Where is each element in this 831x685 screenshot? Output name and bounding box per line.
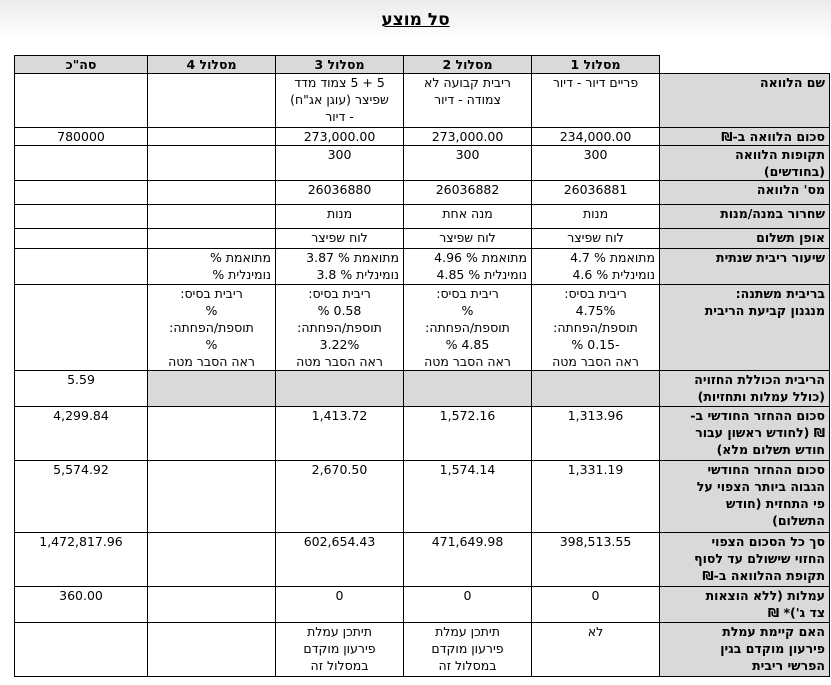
- cell-loan-name-total: [15, 74, 148, 128]
- label-max-payment: [660, 461, 830, 533]
- label-amount: סכום הלוואה ב-₪: [660, 128, 830, 146]
- row-total-repay: [15, 533, 830, 587]
- cell-fees-r1: 0: [532, 587, 660, 623]
- header-total: סה"כ: [15, 56, 148, 74]
- cell-variable-r3: [276, 285, 404, 371]
- cell-payment-r3: לוח שפיצר: [276, 229, 404, 249]
- text-line: 0.58 %: [317, 303, 362, 318]
- cell-variable-r1: [532, 285, 660, 371]
- cell-total-repay-total: 1,472,817.96: [15, 533, 148, 587]
- text-line: נומינלית % 4.6: [572, 267, 655, 282]
- text-line: נומינלית % 3.8: [316, 267, 399, 282]
- label-overall-rate: [660, 371, 830, 407]
- row-interest-rate: [15, 249, 830, 285]
- cell-period-r1: 300: [532, 146, 660, 181]
- text-line: נומינלית % 4.85: [436, 267, 527, 282]
- cell-amount-r1: 234,000.00: [532, 128, 660, 146]
- header-route3: מסלול 3: [276, 56, 404, 74]
- cell-first-payment-r3: 1,413.72: [276, 407, 404, 461]
- cell-first-payment-r4: [148, 407, 276, 461]
- cell-total-repay-r2: 471,649.98: [404, 533, 532, 587]
- cell-fees-r3: 0: [276, 587, 404, 623]
- cell-overall-rate-r4: [148, 371, 276, 407]
- text-line: סכום ההחזר החודשי: [707, 462, 825, 477]
- text-line: חודש תשלום מלא): [716, 442, 825, 457]
- cell-release-r4: [148, 205, 276, 229]
- cell-prepay-r2: [404, 623, 532, 677]
- cell-overall-rate-total: 5.59: [15, 371, 148, 407]
- row-loan-name: [15, 74, 830, 128]
- text-line: האם קיימת עמלת: [722, 624, 825, 639]
- cell-overall-rate-r1: [532, 371, 660, 407]
- label-first-payment: [660, 407, 830, 461]
- cell-period-total: [15, 146, 148, 181]
- text-line: מתואמת % 4.96: [434, 250, 527, 265]
- cell-fees-r2: 0: [404, 587, 532, 623]
- text-line: ראה הסבר מטה: [296, 354, 383, 369]
- cell-rate-r3: [276, 249, 404, 285]
- cell-loan-name-r1: [532, 74, 660, 128]
- row-period: [15, 146, 830, 181]
- row-variable-rate: [15, 285, 830, 371]
- text-line: תוספת/הפחתה:: [425, 320, 510, 335]
- text-line: נומינלית %: [212, 267, 271, 282]
- text-line: תיתכן עמלת: [435, 624, 500, 639]
- text-line: הפרשי ריבית: [752, 658, 825, 673]
- label-period: [660, 146, 830, 181]
- cell-payment-r1: לוח שפיצר: [532, 229, 660, 249]
- text-line: עמלות (ללא הוצאות: [705, 588, 825, 603]
- label-prepayment: [660, 623, 830, 677]
- cell-loan-name-r4: [148, 74, 276, 128]
- cell-period-r2: 300: [404, 146, 532, 181]
- text-line: החזוי שישולם עד לסוף: [694, 551, 825, 566]
- text-line: בריבית משתנה:: [735, 286, 825, 301]
- cell-max-payment-total: 5,574.92: [15, 461, 148, 533]
- cell-release-r2: מנה אחת: [404, 205, 532, 229]
- cell-amount-r4: [148, 128, 276, 146]
- cell-period-r3: 300: [276, 146, 404, 181]
- label-fees: [660, 587, 830, 623]
- cell-loan-number-r2: 26036882: [404, 181, 532, 205]
- cell-variable-r2: [404, 285, 532, 371]
- label-total-repay: [660, 533, 830, 587]
- label-interest-rate: שיעור ריבית שנתית: [660, 249, 830, 285]
- cell-max-payment-r2: 1,574.14: [404, 461, 532, 533]
- text-line: (כולל עמלות ותחזיות): [697, 389, 825, 404]
- text-line: פירעון מוקדם: [431, 641, 504, 656]
- label-variable-rate: [660, 285, 830, 371]
- row-payment-method: [15, 229, 830, 249]
- header-corner: [660, 56, 830, 74]
- text-line: תוספת/הפחתה:: [553, 320, 638, 335]
- text-line: תקופת ההלוואה ב-₪: [702, 568, 825, 583]
- cell-first-payment-total: 4,299.84: [15, 407, 148, 461]
- text-line: הגבוה ביותר הצפוי על: [696, 479, 825, 494]
- cell-period-r4: [148, 146, 276, 181]
- label-loan-number: מס' הלוואה: [660, 181, 830, 205]
- text-line: פריים דיור - דיור: [552, 75, 639, 90]
- header-route4: מסלול 4: [148, 56, 276, 74]
- row-loan-number: [15, 181, 830, 205]
- text-line: תיתכן עמלת: [307, 624, 372, 639]
- text-line: 5 + 5 צמוד מדד: [294, 75, 385, 90]
- text-line: מנגנון קביעת הריבית: [704, 303, 825, 318]
- text-line: במסלול זה: [438, 658, 497, 673]
- cell-fees-total: 360.00: [15, 587, 148, 623]
- cell-prepay-r4: [148, 623, 276, 677]
- header-route2: מסלול 2: [404, 56, 532, 74]
- row-first-payment: [15, 407, 830, 461]
- row-release: [15, 205, 830, 229]
- text-line: %: [461, 303, 474, 318]
- cell-release-total: [15, 205, 148, 229]
- label-payment-method: אופן תשלום: [660, 229, 830, 249]
- cell-max-payment-r4: [148, 461, 276, 533]
- row-overall-rate: [15, 371, 830, 407]
- cell-payment-r4: [148, 229, 276, 249]
- text-line: שפיצר (עוגן אג"ח): [290, 92, 389, 107]
- text-line: פירעון מוקדם: [303, 641, 376, 656]
- text-line: מתואמת % 4.7: [570, 250, 655, 265]
- cell-first-payment-r1: 1,313.96: [532, 407, 660, 461]
- text-line: 4.75%: [575, 303, 616, 318]
- header-route1: מסלול 1: [532, 56, 660, 74]
- row-max-payment: [15, 461, 830, 533]
- cell-prepay-r1: [532, 623, 660, 677]
- text-line: תוספת/הפחתה:: [169, 320, 254, 335]
- cell-loan-name-r2: [404, 74, 532, 128]
- row-amount: [15, 128, 830, 146]
- text-line: ריבית בסיס:: [308, 286, 371, 301]
- text-line: ריבית בסיס:: [564, 286, 627, 301]
- text-line: ₪ (לחודש ראשון עבור: [695, 425, 825, 440]
- cell-variable-total: [15, 285, 148, 371]
- label-loan-name: שם הלוואה: [660, 74, 830, 128]
- text-line: %: [205, 337, 218, 352]
- text-line: תוספת/הפחתה:: [297, 320, 382, 335]
- text-line: %: [205, 303, 218, 318]
- cell-overall-rate-r3: [276, 371, 404, 407]
- cell-amount-r2: 273,000.00: [404, 128, 532, 146]
- cell-first-payment-r2: 1,572.16: [404, 407, 532, 461]
- cell-loan-number-r3: 26036880: [276, 181, 404, 205]
- cell-rate-total: [15, 249, 148, 285]
- text-line: 3.22%: [319, 337, 360, 352]
- row-fees: [15, 587, 830, 623]
- cell-max-payment-r1: 1,331.19: [532, 461, 660, 533]
- text-line: ראה הסבר מטה: [168, 354, 255, 369]
- cell-payment-total: [15, 229, 148, 249]
- text-line: מתואמת %: [209, 250, 271, 265]
- cell-loan-number-total: [15, 181, 148, 205]
- cell-overall-rate-r2: [404, 371, 532, 407]
- text-line: ראה הסבר מטה: [424, 354, 511, 369]
- text-line: במסלול זה: [310, 658, 369, 673]
- cell-rate-r1: [532, 249, 660, 285]
- text-line: פי התחזית (חודש: [726, 496, 825, 511]
- text-line: לא: [587, 624, 604, 639]
- text-line: פירעון מוקדם בגין: [720, 641, 825, 656]
- text-line: הריבית הכוללת החזויה: [694, 372, 825, 387]
- loan-table: [14, 55, 830, 677]
- cell-variable-r4: [148, 285, 276, 371]
- label-release: שחרור במנה/מנות: [660, 205, 830, 229]
- text-line: צד ג')* ₪: [767, 605, 825, 620]
- cell-payment-r2: לוח שפיצר: [404, 229, 532, 249]
- cell-amount-total: 780000: [15, 128, 148, 146]
- text-line: התשלום): [772, 513, 825, 528]
- cell-prepay-r3: [276, 623, 404, 677]
- text-line: -0.15 %: [571, 337, 620, 352]
- text-line: מתואמת % 3.87: [306, 250, 399, 265]
- cell-loan-number-r1: 26036881: [532, 181, 660, 205]
- cell-fees-r4: [148, 587, 276, 623]
- cell-amount-r3: 273,000.00: [276, 128, 404, 146]
- text-line: סכום ההחזר החודשי ב-: [690, 408, 825, 423]
- cell-total-repay-r4: [148, 533, 276, 587]
- text-line: סך כל הסכום הצפוי: [711, 534, 825, 549]
- text-line: ראה הסבר מטה: [552, 354, 639, 369]
- text-line: ריבית קבועה לא: [424, 75, 511, 90]
- header-row: [15, 56, 830, 74]
- cell-total-repay-r3: 602,654.43: [276, 533, 404, 587]
- cell-rate-r4: [148, 249, 276, 285]
- text-line: (בחודשים): [763, 164, 825, 179]
- page-title: סל מוצע: [381, 10, 450, 30]
- text-line: ריבית בסיס:: [436, 286, 499, 301]
- cell-release-r1: מנות: [532, 205, 660, 229]
- text-line: צמודה - דיור: [434, 92, 501, 107]
- cell-prepay-total: [15, 623, 148, 677]
- cell-loan-name-r3: [276, 74, 404, 128]
- text-line: ריבית בסיס:: [180, 286, 243, 301]
- cell-max-payment-r3: 2,670.50: [276, 461, 404, 533]
- cell-rate-r2: [404, 249, 532, 285]
- cell-loan-number-r4: [148, 181, 276, 205]
- text-line: 4.85 %: [445, 337, 490, 352]
- cell-total-repay-r1: 398,513.55: [532, 533, 660, 587]
- row-prepayment: [15, 623, 830, 677]
- cell-release-r3: מנות: [276, 205, 404, 229]
- text-line: - דיור: [325, 109, 354, 124]
- text-line: תקופות הלוואה: [735, 147, 825, 162]
